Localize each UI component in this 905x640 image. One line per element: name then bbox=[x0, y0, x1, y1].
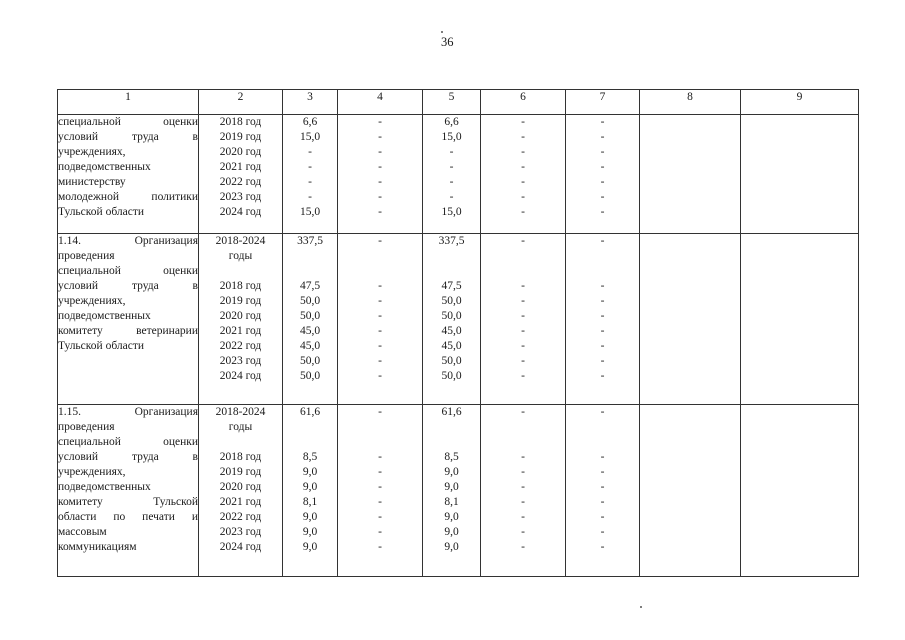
budget-table bbox=[57, 89, 859, 577]
description-line: коммуникациям bbox=[58, 541, 137, 553]
year-value: - bbox=[600, 496, 605, 508]
year-value: - bbox=[449, 146, 454, 158]
year-value: - bbox=[600, 206, 605, 218]
year-value: 9,0 bbox=[444, 511, 459, 523]
description-line: комитету Тульской bbox=[58, 496, 198, 508]
year-value: 47,5 bbox=[299, 280, 321, 292]
year-value: 50,0 bbox=[441, 355, 462, 367]
year-value: 9,0 bbox=[444, 466, 459, 478]
year-value: 9,0 bbox=[444, 481, 459, 493]
year-value: - bbox=[600, 325, 605, 337]
total-period: 2018-2024 годы bbox=[215, 406, 266, 433]
value-cell-c7 bbox=[566, 405, 640, 577]
year-value: - bbox=[600, 451, 605, 463]
year-value: - bbox=[378, 295, 382, 307]
spacer bbox=[566, 435, 639, 450]
year-value: 50,0 bbox=[299, 370, 321, 382]
year-value: - bbox=[378, 481, 382, 493]
year-value: - bbox=[600, 526, 605, 538]
empty-cell-col8 bbox=[640, 115, 741, 234]
description-line: проведения bbox=[58, 421, 115, 433]
year-label: 2018 год bbox=[219, 280, 262, 292]
year-value: - bbox=[521, 355, 525, 367]
year-value: - bbox=[521, 496, 525, 508]
total-value: 61,6 bbox=[299, 406, 321, 418]
year-value: - bbox=[600, 466, 605, 478]
total-value: - bbox=[378, 406, 382, 418]
year-value: 15,0 bbox=[441, 131, 462, 143]
year-value: - bbox=[378, 310, 382, 322]
year-value: - bbox=[600, 191, 605, 203]
year-value: - bbox=[600, 370, 605, 382]
year-value: - bbox=[378, 116, 382, 128]
header-cell: 1 bbox=[58, 90, 199, 115]
value-cell-c6 bbox=[481, 405, 566, 577]
year-value: 8,5 bbox=[302, 451, 318, 463]
year-value: - bbox=[308, 146, 312, 158]
value-cell-c4 bbox=[338, 405, 423, 577]
description-line: министерству bbox=[58, 176, 126, 188]
page-number: 36 bbox=[441, 35, 454, 49]
year-value: 50,0 bbox=[299, 355, 321, 367]
year-label: 2019 год bbox=[219, 466, 262, 478]
total-value: 337,5 bbox=[438, 235, 465, 247]
year-value: - bbox=[600, 355, 605, 367]
measure-description bbox=[58, 405, 199, 577]
period-cell bbox=[199, 115, 283, 234]
year-label: 2018 год bbox=[219, 116, 262, 128]
empty-cell-col8 bbox=[640, 234, 741, 405]
header-row bbox=[58, 90, 859, 115]
year-value: 50,0 bbox=[441, 370, 462, 382]
year-label: 2022 год bbox=[219, 340, 262, 352]
description-line: 1.14. Организация bbox=[58, 235, 198, 247]
description-line: учреждениях, bbox=[58, 295, 126, 307]
measure-description bbox=[58, 115, 199, 234]
spacer bbox=[566, 264, 639, 279]
total-value: - bbox=[521, 406, 525, 418]
year-label: 2024 год bbox=[219, 541, 262, 553]
period-cell bbox=[199, 234, 283, 405]
description-line: массовым bbox=[58, 526, 107, 538]
year-value: - bbox=[521, 295, 525, 307]
year-value: - bbox=[521, 541, 525, 553]
year-label: 2021 год bbox=[219, 496, 262, 508]
year-label: 2022 год bbox=[219, 176, 262, 188]
year-value: 15,0 bbox=[299, 131, 321, 143]
year-value: - bbox=[378, 370, 382, 382]
year-label: 2020 год bbox=[219, 310, 262, 322]
year-value: - bbox=[521, 146, 525, 158]
year-value: - bbox=[449, 161, 454, 173]
year-value: 9,0 bbox=[302, 481, 318, 493]
description-line: комитету ветеринарии bbox=[58, 325, 198, 337]
year-value: - bbox=[378, 191, 382, 203]
year-value: - bbox=[521, 466, 525, 478]
year-value: - bbox=[600, 481, 605, 493]
spacer bbox=[481, 264, 565, 279]
year-label: 2019 год bbox=[219, 295, 262, 307]
description-line: специальной оценки bbox=[58, 436, 198, 448]
year-value: - bbox=[600, 131, 605, 143]
year-value: - bbox=[378, 541, 382, 553]
year-value: - bbox=[521, 325, 525, 337]
header-cell: 5 bbox=[423, 90, 481, 115]
year-value: - bbox=[308, 161, 312, 173]
year-label: 2019 год bbox=[219, 131, 262, 143]
table-row bbox=[58, 405, 859, 577]
year-label: 2020 год bbox=[219, 481, 262, 493]
header-cell: 6 bbox=[481, 90, 566, 115]
year-label: 2024 год bbox=[219, 206, 262, 218]
year-value: - bbox=[378, 526, 382, 538]
year-value: - bbox=[378, 131, 382, 143]
year-label: 2023 год bbox=[219, 355, 262, 367]
value-cell-c7 bbox=[566, 115, 640, 234]
year-value: 9,0 bbox=[444, 526, 459, 538]
spacer bbox=[199, 264, 282, 279]
value-cell-c4 bbox=[338, 115, 423, 234]
total-value: 61,6 bbox=[441, 406, 462, 418]
year-value: - bbox=[378, 176, 382, 188]
year-label: 2021 год bbox=[219, 161, 262, 173]
year-value: - bbox=[521, 131, 525, 143]
year-label: 2023 год bbox=[219, 191, 262, 203]
year-value: 6,6 bbox=[302, 116, 318, 128]
year-value: 50,0 bbox=[299, 310, 321, 322]
year-value: - bbox=[521, 280, 525, 292]
year-value: 50,0 bbox=[441, 310, 462, 322]
year-value: 9,0 bbox=[302, 526, 318, 538]
total-value: - bbox=[600, 235, 605, 247]
year-value: - bbox=[600, 280, 605, 292]
year-value: 47,5 bbox=[441, 280, 462, 292]
year-value: - bbox=[600, 295, 605, 307]
total-period: 2018-2024 годы bbox=[215, 235, 266, 262]
value-cell-c3 bbox=[283, 234, 338, 405]
year-value: 9,0 bbox=[444, 541, 459, 553]
year-label: 2023 год bbox=[219, 526, 262, 538]
description-line: учреждениях, bbox=[58, 146, 126, 158]
spacer bbox=[283, 435, 337, 450]
year-value: - bbox=[378, 355, 382, 367]
year-value: 8,1 bbox=[302, 496, 318, 508]
year-value: 9,0 bbox=[302, 541, 318, 553]
year-label: 2021 год bbox=[219, 325, 262, 337]
description-line: условий труда в bbox=[58, 131, 198, 143]
year-value: - bbox=[378, 206, 382, 218]
year-value: 9,0 bbox=[302, 466, 318, 478]
description-line: Тульской области bbox=[58, 340, 145, 352]
year-value: 8,1 bbox=[444, 496, 459, 508]
description-line: специальной оценки bbox=[58, 265, 198, 277]
year-value: 45,0 bbox=[299, 340, 321, 352]
year-value: - bbox=[449, 191, 454, 203]
year-value: 9,0 bbox=[302, 511, 318, 523]
description-line: учреждениях, bbox=[58, 466, 126, 478]
value-cell-c3 bbox=[283, 115, 338, 234]
total-value: - bbox=[378, 235, 382, 247]
year-label: 2018 год bbox=[219, 451, 262, 463]
year-value: - bbox=[600, 146, 605, 158]
year-value: - bbox=[600, 541, 605, 553]
year-value: 50,0 bbox=[441, 295, 462, 307]
year-value: - bbox=[521, 191, 525, 203]
value-cell-c6 bbox=[481, 234, 566, 405]
spacer bbox=[423, 264, 480, 279]
value-cell-c3 bbox=[283, 405, 338, 577]
empty-cell-col8 bbox=[640, 405, 741, 577]
empty-cell-col9 bbox=[741, 234, 859, 405]
period-cell bbox=[199, 405, 283, 577]
year-value: - bbox=[521, 310, 525, 322]
year-value: - bbox=[378, 280, 382, 292]
year-value: - bbox=[521, 176, 525, 188]
table-row bbox=[58, 234, 859, 405]
year-value: 6,6 bbox=[444, 116, 459, 128]
year-value: 45,0 bbox=[299, 325, 321, 337]
year-value: - bbox=[378, 466, 382, 478]
year-label: 2024 год bbox=[219, 370, 262, 382]
scan-speck bbox=[441, 31, 443, 33]
year-value: - bbox=[378, 325, 382, 337]
year-value: - bbox=[600, 161, 605, 173]
year-value: - bbox=[521, 526, 525, 538]
measure-description bbox=[58, 234, 199, 405]
year-value: - bbox=[600, 511, 605, 523]
description-line: условий труда в bbox=[58, 280, 198, 292]
description-line: подведомственных bbox=[58, 310, 151, 322]
year-value: - bbox=[378, 146, 382, 158]
year-value: - bbox=[521, 481, 525, 493]
total-value: - bbox=[521, 235, 525, 247]
value-cell-c6 bbox=[481, 115, 566, 234]
year-value: 8,5 bbox=[444, 451, 459, 463]
year-value: - bbox=[521, 340, 525, 352]
header-cell: 4 bbox=[338, 90, 423, 115]
spacer bbox=[199, 435, 282, 450]
description-line: специальной оценки bbox=[58, 116, 198, 128]
value-cell-c5 bbox=[423, 405, 481, 577]
year-value: - bbox=[521, 161, 525, 173]
total-value: 337,5 bbox=[297, 235, 323, 247]
year-value: - bbox=[378, 340, 382, 352]
year-value: - bbox=[308, 191, 312, 203]
year-value: - bbox=[521, 206, 525, 218]
value-cell-c4 bbox=[338, 234, 423, 405]
description-line: Тульской области bbox=[58, 206, 145, 218]
year-value: - bbox=[600, 310, 605, 322]
scan-speck bbox=[640, 606, 642, 608]
year-value: 15,0 bbox=[441, 206, 462, 218]
year-value: - bbox=[449, 176, 454, 188]
description-line: области по печати и bbox=[58, 511, 198, 523]
total-value: - bbox=[600, 406, 605, 418]
header-cell: 2 bbox=[199, 90, 283, 115]
description-line: условий труда в bbox=[58, 451, 198, 463]
year-value: - bbox=[521, 116, 525, 128]
spacer bbox=[338, 435, 422, 450]
year-value: - bbox=[600, 176, 605, 188]
year-value: 15,0 bbox=[299, 206, 321, 218]
year-label: 2022 год bbox=[219, 511, 262, 523]
header-cell: 9 bbox=[741, 90, 859, 115]
header-cell: 3 bbox=[283, 90, 338, 115]
year-value: - bbox=[521, 370, 525, 382]
description-line: подведомственных bbox=[58, 161, 151, 173]
spacer bbox=[283, 264, 337, 279]
description-line: проведения bbox=[58, 250, 115, 262]
value-cell-c5 bbox=[423, 115, 481, 234]
empty-cell-col9 bbox=[741, 115, 859, 234]
description-line: молодежной политики bbox=[58, 191, 198, 203]
year-value: - bbox=[600, 340, 605, 352]
spacer bbox=[423, 435, 480, 450]
description-line: подведомственных bbox=[58, 481, 151, 493]
year-value: 50,0 bbox=[299, 295, 321, 307]
header-cell: 7 bbox=[566, 90, 640, 115]
year-value: - bbox=[600, 116, 605, 128]
year-value: - bbox=[378, 161, 382, 173]
year-value: - bbox=[521, 451, 525, 463]
spacer bbox=[481, 435, 565, 450]
table-row bbox=[58, 115, 859, 234]
year-label: 2020 год bbox=[219, 146, 262, 158]
year-value: 45,0 bbox=[441, 340, 462, 352]
value-cell-c5 bbox=[423, 234, 481, 405]
year-value: - bbox=[378, 511, 382, 523]
description-line: 1.15. Организация bbox=[58, 406, 198, 418]
empty-cell-col9 bbox=[741, 405, 859, 577]
spacer bbox=[338, 264, 422, 279]
year-value: - bbox=[308, 176, 312, 188]
value-cell-c7 bbox=[566, 234, 640, 405]
year-value: - bbox=[378, 496, 382, 508]
year-value: - bbox=[378, 451, 382, 463]
year-value: 45,0 bbox=[441, 325, 462, 337]
year-value: - bbox=[521, 511, 525, 523]
header-cell: 8 bbox=[640, 90, 741, 115]
